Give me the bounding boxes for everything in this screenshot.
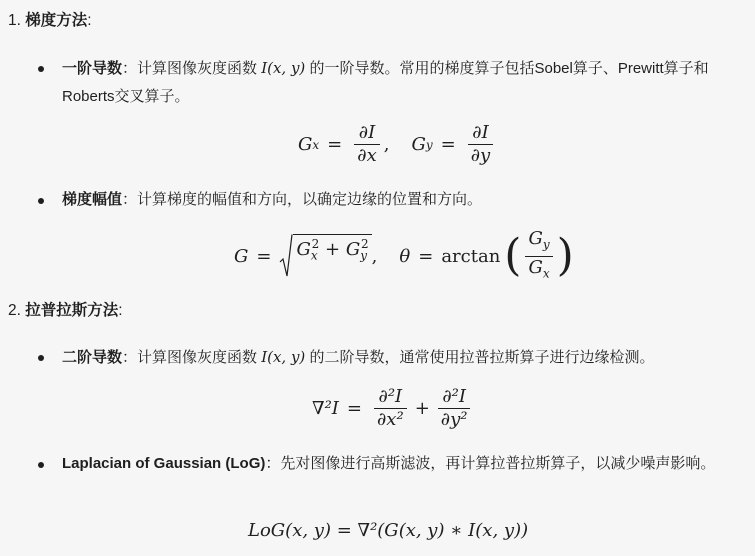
math-expression: LoG(x, y) = ∇²(G(x, y) ∗ I(x, y)) — [248, 520, 529, 541]
math-symbol: G — [411, 134, 426, 155]
item-label: 一阶导数 — [62, 60, 123, 77]
equals-sign: = — [346, 398, 362, 419]
math-symbol: G — [298, 134, 313, 155]
section-name: 梯度方法 — [25, 12, 88, 29]
section-number: 1. — [8, 12, 21, 29]
fraction-denominator: ∂x — [357, 145, 377, 166]
math-function: arctan — [441, 245, 501, 267]
math-subscript: y — [425, 137, 433, 152]
fraction — [354, 122, 379, 167]
item-label: 梯度幅值 — [62, 191, 123, 208]
bullet-dot — [38, 66, 44, 72]
list-item-gradient-magnitude — [62, 186, 722, 214]
equals-sign: = — [440, 134, 456, 155]
item-text-continued: 的二阶导数，通常使用拉普拉斯算子进行边缘检测。 — [305, 349, 655, 366]
fraction — [374, 386, 407, 431]
list-item-first-derivative — [62, 54, 722, 111]
list-item-log — [62, 450, 722, 478]
section-colon: : — [118, 302, 123, 319]
equals-sign: = — [418, 245, 434, 267]
list-item-second-derivative — [62, 343, 722, 372]
math-symbol: θ — [399, 245, 411, 267]
bullet-dot — [38, 462, 44, 468]
bullet-dot — [38, 355, 44, 361]
radicand: $G_x^2 + G_y^2$ — [293, 234, 371, 278]
math-subscript: x — [312, 137, 320, 152]
item-label: 二阶导数 — [62, 349, 123, 366]
laplacian-formula — [312, 386, 474, 431]
section-1-title — [8, 8, 92, 30]
inline-math: I(x, y) — [261, 59, 306, 77]
fraction-denominator: ∂y² — [440, 409, 468, 430]
fraction: $\frac{G_y}{G_x}$ — [525, 228, 552, 284]
equals-sign: = — [256, 245, 272, 267]
item-text-continued: 的一阶导数。常用的梯度算子包括Sobel算子、Prewitt算子和Roberts交叉算子。 — [62, 60, 709, 105]
fraction-numerator: ∂I — [472, 122, 489, 143]
fraction-numerator: ∂I — [358, 122, 376, 143]
item-label: Laplacian of Gaussian (LoG) — [62, 455, 266, 472]
math-symbol: G — [234, 245, 249, 267]
fraction-numerator: ∂²I — [442, 386, 466, 407]
item-text: ：计算图像灰度函数 — [122, 60, 262, 77]
log-formula — [248, 520, 528, 541]
fraction — [468, 122, 493, 167]
section-colon: : — [87, 12, 92, 29]
fraction — [438, 386, 471, 431]
inline-math: I(x, y) — [261, 348, 306, 366]
gradient-formula — [298, 122, 497, 167]
fraction-numerator: ∂²I — [378, 386, 403, 407]
radical-sign-icon — [279, 234, 293, 278]
bullet-dot — [38, 198, 44, 204]
left-paren: ( — [504, 230, 522, 282]
square-root — [279, 234, 371, 278]
item-text: ：计算梯度的幅值和方向，以确定边缘的位置和方向。 — [122, 191, 483, 208]
fraction-denominator: ∂y — [470, 145, 491, 166]
magnitude-formula — [234, 228, 574, 284]
right-paren: ) — [556, 230, 574, 282]
plus-sign: + — [414, 398, 430, 419]
section-2-title — [8, 298, 123, 320]
item-text: ：计算图像灰度函数 — [122, 349, 262, 366]
equals-sign: = — [327, 134, 343, 155]
fraction-denominator: ∂x² — [377, 409, 404, 430]
comma: , — [371, 245, 378, 267]
section-name: 拉普拉斯方法 — [25, 302, 119, 319]
item-text: ：先对图像进行高斯滤波，再计算拉普拉斯算子，以减少噪声影响。 — [265, 455, 716, 472]
math-symbol: ∇²I — [312, 398, 339, 419]
comma: , — [383, 134, 390, 155]
section-number: 2. — [8, 302, 21, 319]
